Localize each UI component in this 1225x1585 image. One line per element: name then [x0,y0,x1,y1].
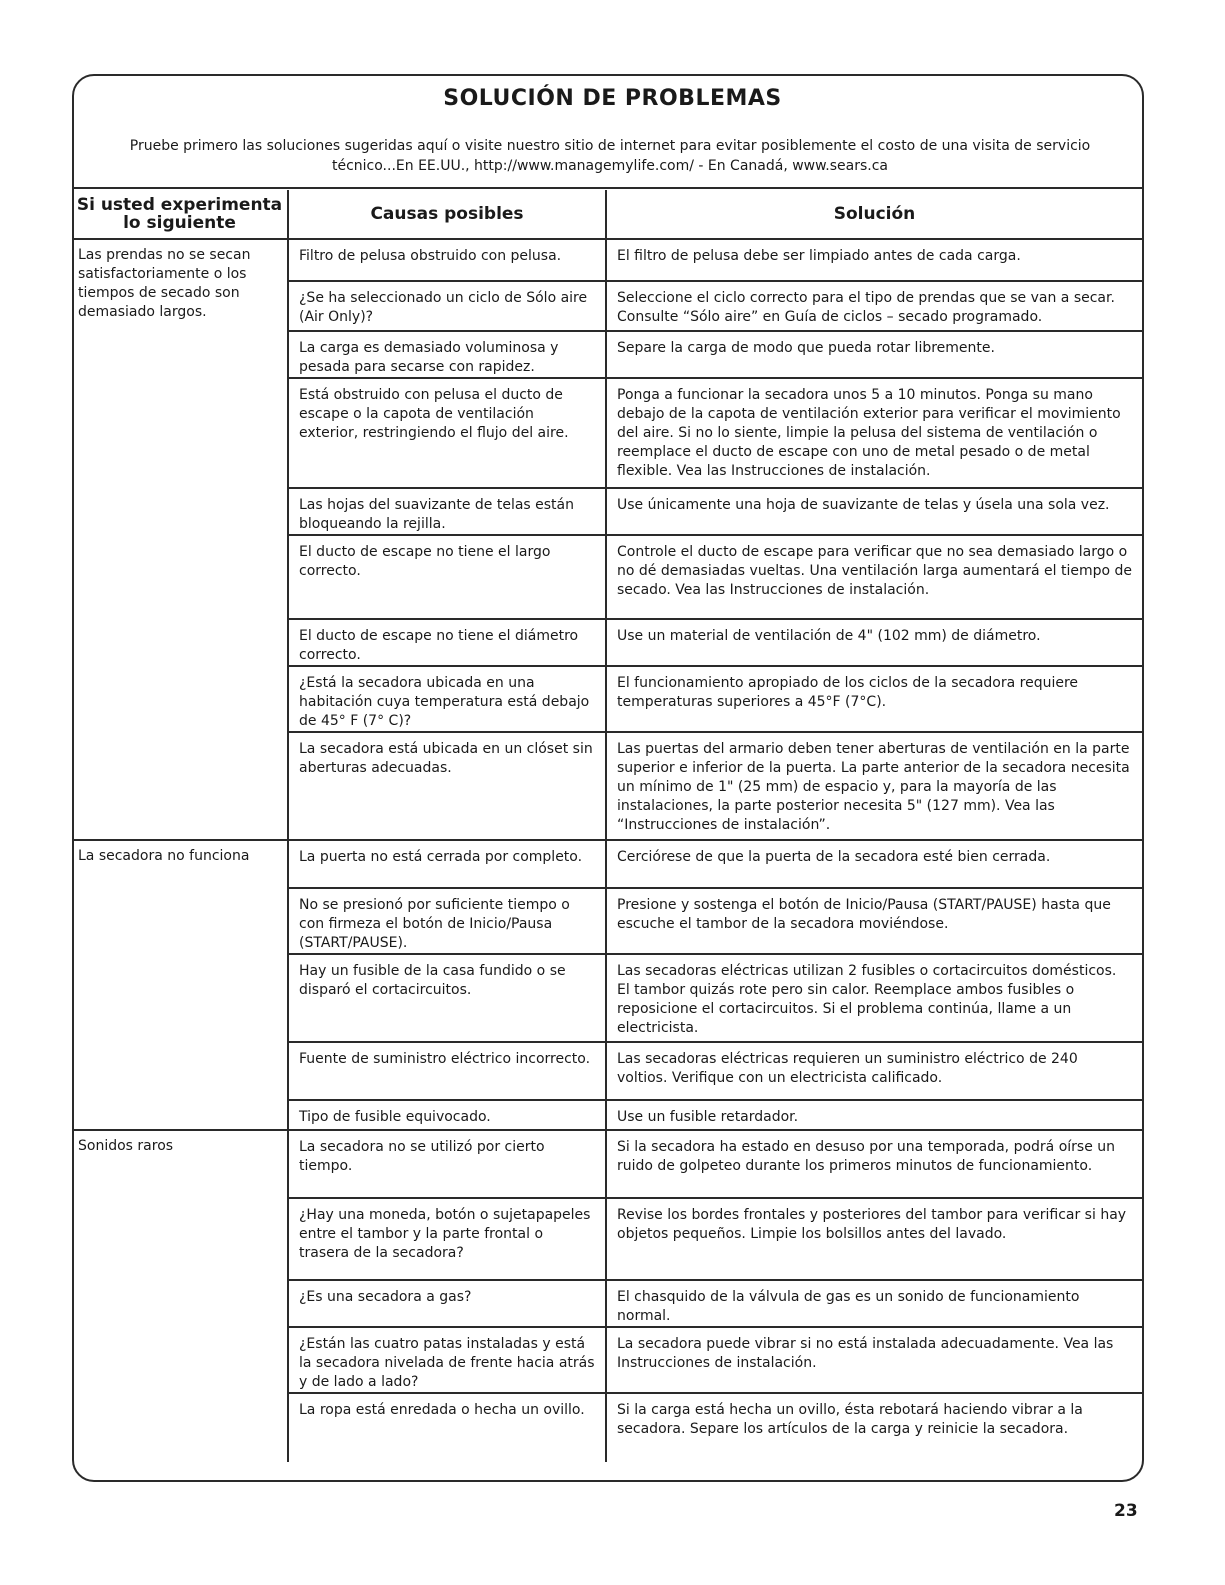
cause-cell: La carga es demasiado voluminosa y pesada para secarse con rapidez. [288,331,606,378]
cause-cell: ¿Hay una moneda, botón o sujetapapeles entre el tambor y la parte frontal o trasera de la secadora? [288,1198,606,1280]
intro-text [60,136,1160,176]
solution-cell: Use únicamente una hoja de suavizante de telas y úsela una sola vez. [606,488,1142,535]
intro-line-1: Pruebe primero las soluciones sugeridas aquí o visite nuestro sitio de internet para evitar posiblemente el costo de una visita de servicio [129,138,1091,154]
cause-cell: La ropa está enredada o hecha un ovillo. [288,1393,606,1462]
table-header-row [72,190,1142,239]
table-row [72,239,1142,281]
cause-cell: La secadora está ubicada en un clóset sin aberturas adecuadas. [288,732,606,840]
cause-cell: La puerta no está cerrada por completo. [288,840,606,888]
cause-cell: ¿Se ha seleccionado un ciclo de Sólo aire (Air Only)? [288,281,606,331]
cause-cell: Fuente de suministro eléctrico incorrecto. [288,1042,606,1100]
solution-cell: Use un material de ventilación de 4" (102 mm) de diámetro. [606,619,1142,666]
solution-cell: Use un fusible retardador. [606,1100,1142,1130]
cause-cell: ¿Es una secadora a gas? [288,1280,606,1327]
cause-cell: Filtro de pelusa obstruido con pelusa. [288,239,606,281]
solution-cell: Las secadoras eléctricas requieren un suministro eléctrico de 240 voltios. Verifique con un electricista calificado. [606,1042,1142,1100]
page-number: 23 [1114,1501,1138,1521]
symptom-cell: Sonidos raros [72,1130,288,1462]
solution-cell: Separe la carga de modo que pueda rotar libremente. [606,331,1142,378]
cause-cell: La secadora no se utilizó por cierto tiempo. [288,1130,606,1198]
solution-cell: Revise los bordes frontales y posteriores del tambor para verificar si hay objetos pequeños. Limpie los bolsillos antes del lavado. [606,1198,1142,1280]
table-body [72,239,1142,1462]
symptom-cell: La secadora no funciona [72,840,288,1130]
header-symptom: Si usted experimenta lo siguiente [72,190,288,239]
solution-cell: El chasquido de la válvula de gas es un sonido de funcionamiento normal. [606,1280,1142,1327]
solution-cell: Las puertas del armario deben tener aberturas de ventilación en la parte superior e inferior de la puerta. La parte anterior de la secadora necesita un mínimo de 1" (25 mm) de espacio y, para la mayoría de las instalaciones, la parte posterior necesita 5" (127 mm). Vea las “Instrucciones de instalación”. [606,732,1142,840]
cause-cell: Hay un fusible de la casa fundido o se disparó el cortacircuitos. [288,954,606,1042]
solution-cell: Si la secadora ha estado en desuso por una temporada, podrá oírse un ruido de golpeteo durante los primeros minutos de funcionamiento. [606,1130,1142,1198]
cause-cell: Las hojas del suavizante de telas están bloqueando la rejilla. [288,488,606,535]
solution-cell: Presione y sostenga el botón de Inicio/Pausa (START/PAUSE) hasta que escuche el tambor de la secadora moviéndose. [606,888,1142,954]
intro-line-2: técnico...En EE.UU., http://www.managemylife.com/ - En Canadá, www.sears.ca [331,158,889,174]
page-title: SOLUCIÓN DE PROBLEMAS [443,86,782,111]
cause-cell: ¿Están las cuatro patas instaladas y está la secadora nivelada de frente hacia atrás y de lado a lado? [288,1327,606,1393]
troubleshooting-table [72,190,1142,1462]
cause-cell: No se presionó por suficiente tiempo o con firmeza el botón de Inicio/Pausa (START/PAUSE). [288,888,606,954]
solution-cell: Las secadoras eléctricas utilizan 2 fusibles o cortacircuitos domésticos. El tambor quizás rote pero sin calor. Reemplace ambos fusibles o reposicione el cortacircuitos. Si el problema continúa, llame a un electricista. [606,954,1142,1042]
solution-cell: Si la carga está hecha un ovillo, ésta rebotará haciendo vibrar a la secadora. Separe los artículos de la carga y reinicie la secadora. [606,1393,1142,1462]
solution-cell: Seleccione el ciclo correcto para el tipo de prendas que se van a secar. Consulte “Sólo aire” en Guía de ciclos – secado programado. [606,281,1142,331]
cause-cell: Está obstruido con pelusa el ducto de escape o la capota de ventilación exterior, restringiendo el flujo del aire. [288,378,606,488]
solution-cell: Cerciórese de que la puerta de la secadora esté bien cerrada. [606,840,1142,888]
cause-cell: Tipo de fusible equivocado. [288,1100,606,1130]
table-top-rule [72,187,1142,189]
table-row [72,840,1142,888]
solution-cell: Controle el ducto de escape para verificar que no sea demasiado largo o no dé demasiadas vueltas. Una ventilación larga aumentará el tiempo de secado. Vea las Instrucciones de instalación. [606,535,1142,619]
cause-cell: El ducto de escape no tiene el diámetro correcto. [288,619,606,666]
symptom-cell: Las prendas no se secan satisfactoriamente o los tiempos de secado son demasiado largos. [72,239,288,840]
solution-cell: La secadora puede vibrar si no está instalada adecuadamente. Vea las Instrucciones de instalación. [606,1327,1142,1393]
cause-cell: ¿Está la secadora ubicada en una habitación cuya temperatura está debajo de 45° F (7° C)? [288,666,606,732]
header-causes: Causas posibles [288,190,606,239]
solution-cell: El funcionamiento apropiado de los ciclos de la secadora requiere temperaturas superiores a 45°F (7°C). [606,666,1142,732]
solution-cell: Ponga a funcionar la secadora unos 5 a 10 minutos. Ponga su mano debajo de la capota de ventilación exterior para verificar el movimiento del aire. Si no lo siente, limpie la pelusa del sistema de ventilación o reemplace el ducto de escape con uno de metal pesado o de metal flexible. Vea las Instrucciones de instalación. [606,378,1142,488]
header-solution: Solución [606,190,1142,239]
solution-cell: El filtro de pelusa debe ser limpiado antes de cada carga. [606,239,1142,281]
cause-cell: El ducto de escape no tiene el largo correcto. [288,535,606,619]
table-row [72,1130,1142,1198]
